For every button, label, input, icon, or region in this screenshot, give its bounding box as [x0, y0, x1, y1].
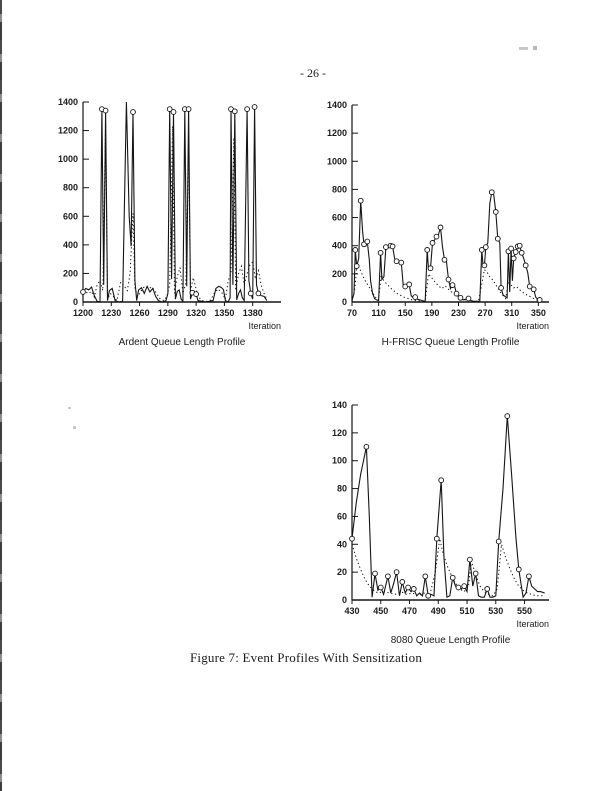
- data-point-marker: [365, 239, 370, 244]
- scan-speck: [73, 426, 76, 429]
- data-point-marker: [450, 283, 455, 288]
- data-point-marker: [523, 263, 528, 268]
- data-point-marker: [485, 587, 490, 592]
- data-point-marker: [406, 585, 411, 590]
- data-point-marker: [537, 298, 542, 303]
- y-tick-label: 1000: [326, 156, 347, 167]
- data-point-marker: [489, 190, 494, 195]
- data-point-marker: [407, 282, 412, 287]
- chart-hfrisc-queue-length-profile: [312, 96, 564, 351]
- data-point-marker: [103, 108, 108, 113]
- data-point-marker: [384, 245, 389, 250]
- data-point-marker: [194, 292, 199, 297]
- data-point-marker: [394, 259, 399, 264]
- x-tick-label: 70: [346, 308, 358, 318]
- x-tick-label: 1230: [101, 308, 122, 318]
- data-point-marker: [400, 580, 405, 585]
- y-tick-label: 60: [336, 511, 347, 522]
- y-tick-label: 80: [336, 483, 347, 494]
- data-point-marker: [411, 587, 416, 592]
- data-point-marker: [413, 295, 418, 300]
- x-axis-label: Iteration: [516, 619, 549, 629]
- x-tick-label: 450: [373, 606, 389, 616]
- y-tick-label: 0: [341, 297, 347, 307]
- data-point-marker: [439, 478, 444, 483]
- data-point-marker: [428, 266, 433, 271]
- data-point-marker: [425, 248, 430, 253]
- data-point-marker: [493, 210, 498, 215]
- y-tick-label: 1200: [326, 128, 347, 139]
- y-tick-label: 0: [341, 595, 347, 605]
- data-point-marker: [509, 246, 514, 251]
- x-tick-label: 190: [424, 308, 440, 318]
- data-point-marker: [458, 295, 463, 300]
- y-tick-label: 200: [62, 268, 78, 279]
- data-point-marker: [450, 575, 455, 580]
- scan-edge-artifact: [0, 0, 2, 791]
- data-point-marker: [438, 225, 443, 230]
- x-tick-label: 270: [477, 308, 493, 318]
- data-point-marker: [354, 264, 359, 269]
- x-tick-label: 110: [371, 308, 386, 318]
- y-tick-label: 40: [336, 539, 347, 550]
- data-point-marker: [252, 105, 257, 110]
- data-point-marker: [516, 567, 521, 572]
- solid-queue-length-line: [352, 416, 545, 597]
- chart-title: Ardent Queue Length Profile: [118, 337, 246, 348]
- x-tick-label: 1350: [214, 308, 235, 318]
- data-point-marker: [499, 286, 504, 291]
- x-tick-label: 350: [530, 308, 546, 318]
- chart-8080-queue-length-profile: [312, 398, 564, 650]
- data-point-marker: [373, 571, 378, 576]
- y-tick-label: 800: [62, 182, 78, 193]
- data-point-marker: [531, 287, 536, 292]
- y-tick-label: 20: [336, 567, 347, 578]
- data-point-marker: [399, 260, 404, 265]
- y-tick-label: 400: [331, 240, 347, 251]
- data-point-marker: [434, 234, 439, 239]
- x-tick-label: 230: [450, 308, 467, 318]
- data-point-marker: [232, 109, 237, 114]
- data-point-marker: [496, 539, 501, 544]
- data-point-marker: [513, 250, 518, 255]
- data-point-marker: [473, 571, 478, 576]
- y-tick-label: 400: [62, 239, 78, 250]
- data-point-marker: [454, 291, 459, 296]
- y-tick-label: 140: [331, 400, 347, 410]
- y-tick-label: 1400: [57, 97, 78, 107]
- data-point-marker: [350, 536, 355, 541]
- data-point-marker: [430, 241, 435, 246]
- y-tick-label: 100: [331, 455, 347, 466]
- page-number: - 26 -: [300, 66, 326, 80]
- x-tick-label: 430: [344, 606, 360, 616]
- data-point-marker: [527, 574, 532, 579]
- solid-queue-length-line: [83, 102, 267, 302]
- data-point-marker: [358, 198, 363, 203]
- data-point-marker: [394, 570, 399, 575]
- data-point-marker: [378, 250, 383, 255]
- data-point-marker: [511, 256, 516, 261]
- x-tick-label: 1290: [157, 308, 178, 318]
- chart-ardent-queue-length-profile: [40, 94, 296, 352]
- data-point-marker: [517, 243, 522, 248]
- data-point-marker: [364, 444, 369, 449]
- y-tick-label: 600: [331, 212, 347, 223]
- data-point-marker: [353, 248, 358, 253]
- data-point-marker: [442, 257, 447, 262]
- data-point-marker: [256, 291, 261, 296]
- data-point-marker: [482, 263, 487, 268]
- data-point-marker: [131, 110, 136, 115]
- data-point-marker: [171, 110, 176, 115]
- data-point-marker: [186, 107, 191, 112]
- data-point-marker: [245, 107, 250, 112]
- y-tick-label: 800: [331, 184, 347, 195]
- x-tick-label: 150: [397, 308, 413, 318]
- x-tick-label: 550: [517, 606, 533, 616]
- data-point-marker: [434, 536, 439, 541]
- x-axis-label: Iteration: [248, 321, 281, 331]
- x-tick-label: 1260: [129, 308, 150, 318]
- x-tick-label: 510: [459, 606, 475, 616]
- data-point-marker: [466, 296, 471, 301]
- y-tick-label: 200: [331, 268, 347, 279]
- scan-speck: [533, 46, 537, 50]
- y-tick-label: 1000: [57, 154, 78, 165]
- x-axis-label: Iteration: [516, 321, 549, 331]
- x-tick-label: 1320: [186, 308, 207, 318]
- y-tick-label: 0: [72, 297, 78, 307]
- chart-title: H-FRISC Queue Length Profile: [381, 337, 520, 348]
- data-point-marker: [81, 290, 86, 295]
- data-point-marker: [423, 574, 428, 579]
- data-point-marker: [468, 557, 473, 562]
- x-tick-label: 1380: [242, 308, 263, 318]
- data-point-marker: [483, 245, 488, 250]
- x-tick-label: 530: [488, 606, 504, 616]
- data-point-marker: [505, 414, 510, 419]
- data-point-marker: [378, 585, 383, 590]
- x-tick-label: 490: [430, 606, 446, 616]
- figure-caption: Figure 7: Event Profiles With Sensitization: [189, 650, 423, 665]
- data-point-marker: [519, 250, 524, 255]
- data-point-marker: [248, 291, 253, 296]
- x-tick-label: 310: [504, 308, 520, 318]
- y-tick-label: 1400: [326, 100, 347, 110]
- scan-speck: [519, 47, 528, 50]
- x-tick-label: 470: [402, 606, 418, 616]
- y-tick-label: 120: [331, 427, 347, 438]
- scan-speck: [68, 407, 71, 409]
- data-point-marker: [386, 574, 391, 579]
- y-tick-label: 1200: [57, 125, 78, 136]
- data-point-marker: [495, 236, 500, 241]
- data-point-marker: [456, 585, 461, 590]
- data-point-marker: [390, 244, 395, 249]
- y-tick-label: 600: [62, 211, 78, 222]
- x-tick-label: 1200: [72, 308, 94, 318]
- data-point-marker: [426, 593, 431, 598]
- data-point-marker: [446, 277, 451, 282]
- chart-title: 8080 Queue Length Profile: [390, 635, 511, 646]
- data-point-marker: [462, 584, 467, 589]
